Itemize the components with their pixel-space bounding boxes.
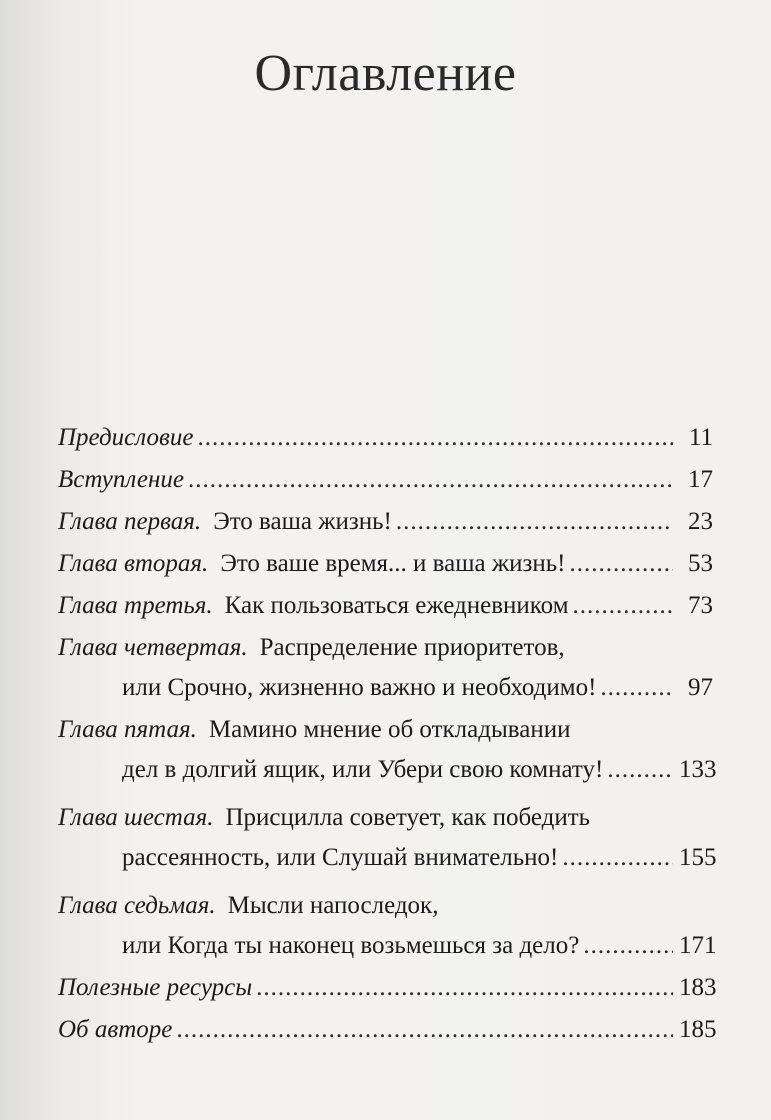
toc-entry-resources xyxy=(58,968,717,1008)
toc-entry-label: Глава вторая. xyxy=(58,550,209,577)
toc-entry-title: Это ваше время... и ваша жизнь! xyxy=(220,550,566,577)
toc-page-number: 185 xyxy=(679,1016,717,1043)
toc-entry-title-continued: рассеянность, или Слушай внимательно! xyxy=(122,844,559,871)
toc-page-number: 11 xyxy=(688,424,713,451)
toc-entry-chapter-2 xyxy=(58,544,713,584)
page-title: Оглавление xyxy=(254,45,517,102)
toc-entry-label: Глава пятая. xyxy=(58,716,197,743)
toc-entry-chapter-6 xyxy=(58,798,717,878)
toc-entry-introduction xyxy=(58,460,713,500)
dot-leader xyxy=(583,926,673,966)
dot-leader xyxy=(176,1010,673,1050)
toc-entry-chapter-4 xyxy=(58,628,713,708)
toc-page-number: 23 xyxy=(688,508,713,535)
dot-leader xyxy=(396,502,673,542)
table-of-contents xyxy=(58,418,717,1050)
toc-entry-chapter-5 xyxy=(58,710,717,790)
toc-entry-label: Глава четвертая. xyxy=(58,634,248,661)
toc-entry-label: Глава первая. xyxy=(58,508,202,535)
toc-entry-foreword xyxy=(58,418,713,458)
toc-page-number: 53 xyxy=(688,550,713,577)
dot-leader xyxy=(600,668,673,708)
toc-entry-title: Как пользоваться ежедневником xyxy=(224,592,569,619)
toc-page-number: 133 xyxy=(679,756,717,783)
dot-leader xyxy=(607,750,673,790)
toc-entry-label: Об авторе xyxy=(58,1016,173,1043)
toc-page-number: 155 xyxy=(679,844,717,871)
toc-entry-about-author xyxy=(58,1010,717,1050)
toc-entry-title-continued: или Когда ты наконец возьмешься за дело? xyxy=(122,932,580,959)
toc-entry-label: Предисловие xyxy=(58,424,194,451)
toc-entry-title: Распределение приоритетов, xyxy=(259,634,565,661)
toc-entry-title: Мамино мнение об откладывании xyxy=(208,716,571,743)
dot-leader xyxy=(256,968,673,1008)
toc-entry-title: Мысли напоследок, xyxy=(227,892,439,919)
toc-entry-label: Глава шестая. xyxy=(58,804,214,831)
toc-entry-title-continued: дел в долгий ящик, или Убери свою комнату! xyxy=(122,756,604,783)
toc-entry-title: Это ваша жизнь! xyxy=(213,508,392,535)
toc-entry-title: Присцилла советует, как победить xyxy=(225,804,591,831)
dot-leader xyxy=(569,544,673,584)
toc-entry-title-continued: или Срочно, жизненно важно и необходимо! xyxy=(122,674,597,701)
toc-page-number: 17 xyxy=(688,466,713,493)
toc-page-number: 73 xyxy=(688,592,713,619)
dot-leader xyxy=(188,460,673,500)
toc-page-number: 171 xyxy=(679,932,717,959)
dot-leader xyxy=(573,586,673,626)
toc-entry-chapter-1 xyxy=(58,502,713,542)
toc-page-number: 97 xyxy=(688,674,713,701)
toc-entry-label: Вступление xyxy=(58,466,185,493)
dot-leader xyxy=(562,838,673,878)
toc-entry-chapter-3 xyxy=(58,586,713,626)
toc-entry-label: Глава седьмая. xyxy=(58,892,216,919)
toc-entry-label: Глава третья. xyxy=(58,592,213,619)
toc-entry-label: Полезные ресурсы xyxy=(58,974,253,1001)
dot-leader xyxy=(197,418,673,458)
toc-entry-chapter-7 xyxy=(58,886,717,966)
toc-page-number: 183 xyxy=(679,974,717,1001)
